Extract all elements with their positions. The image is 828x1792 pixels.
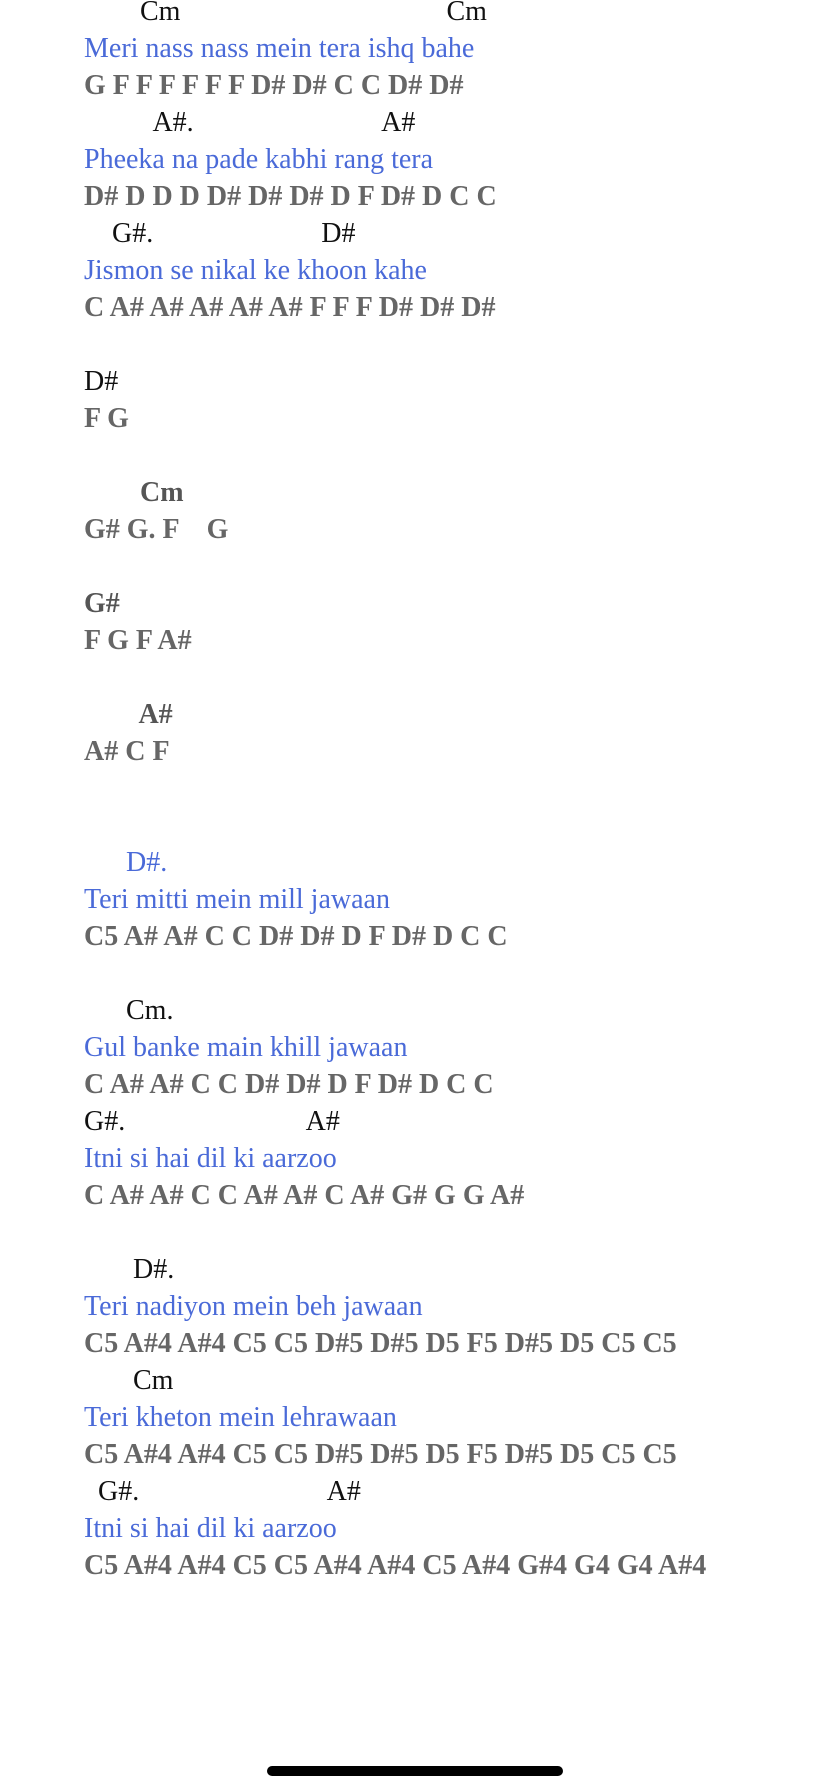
notes-line: C A# A# C C A# A# C A# G# G G A# [84,1180,525,1211]
notes-line: F G [84,403,129,434]
lyric-line: Teri kheton mein lehrawaan [84,1402,397,1433]
lyric-line: Gul banke main khill jawaan [84,1032,408,1063]
chord-line: G#. A# [84,1106,340,1137]
lyric-line: Teri nadiyon mein beh jawaan [84,1291,423,1322]
chord-line: G#. A# [84,1476,361,1507]
chord-line: Cm [84,477,184,508]
notes-line: D# D D D D# D# D# D F D# D C C [84,181,497,212]
home-indicator[interactable] [267,1766,563,1776]
lyric-line: Jismon se nikal ke khoon kahe [84,255,427,286]
notes-line: F G F A# [84,625,192,656]
lyric-line: Meri nass nass mein tera ishq bahe [84,33,475,64]
lyric-line: Itni si hai dil ki aarzoo [84,1143,337,1174]
notes-line: C5 A#4 A#4 C5 C5 A#4 A#4 C5 A#4 G#4 G4 G4 A#4 [84,1550,707,1581]
notes-line: A# C F [84,736,170,767]
notes-line: C A# A# A# A# A# F F F D# D# D# [84,292,496,323]
chord-line: G#. D# [84,218,356,249]
chord-line: D#. [84,847,168,878]
chord-line: Cm Cm [84,0,487,27]
lyric-line: Teri mitti mein mill jawaan [84,884,390,915]
chord-line: D#. [84,1254,175,1285]
lyric-line: Pheeka na pade kabhi rang tera [84,144,434,175]
lyric-line: Itni si hai dil ki aarzoo [84,1513,337,1544]
notes-line: C A# A# C C D# D# D F D# D C C [84,1069,494,1100]
chord-line: A#. A# [84,107,416,138]
chord-line: Cm [84,1365,174,1396]
chord-line: D# [84,366,119,397]
notes-line: G F F F F F F D# D# C C D# D# [84,70,464,101]
chord-line: A# [84,699,173,730]
chord-line: G# [84,588,120,619]
chord-line: Cm. [84,995,174,1026]
notes-line: G# G. F G [84,514,229,545]
notes-line: C5 A# A# C C D# D# D F D# D C C [84,921,508,952]
notes-line: C5 A#4 A#4 C5 C5 D#5 D#5 D5 F5 D#5 D5 C5 C5 [84,1328,677,1359]
notes-line: C5 A#4 A#4 C5 C5 D#5 D#5 D5 F5 D#5 D5 C5 C5 [84,1439,677,1470]
